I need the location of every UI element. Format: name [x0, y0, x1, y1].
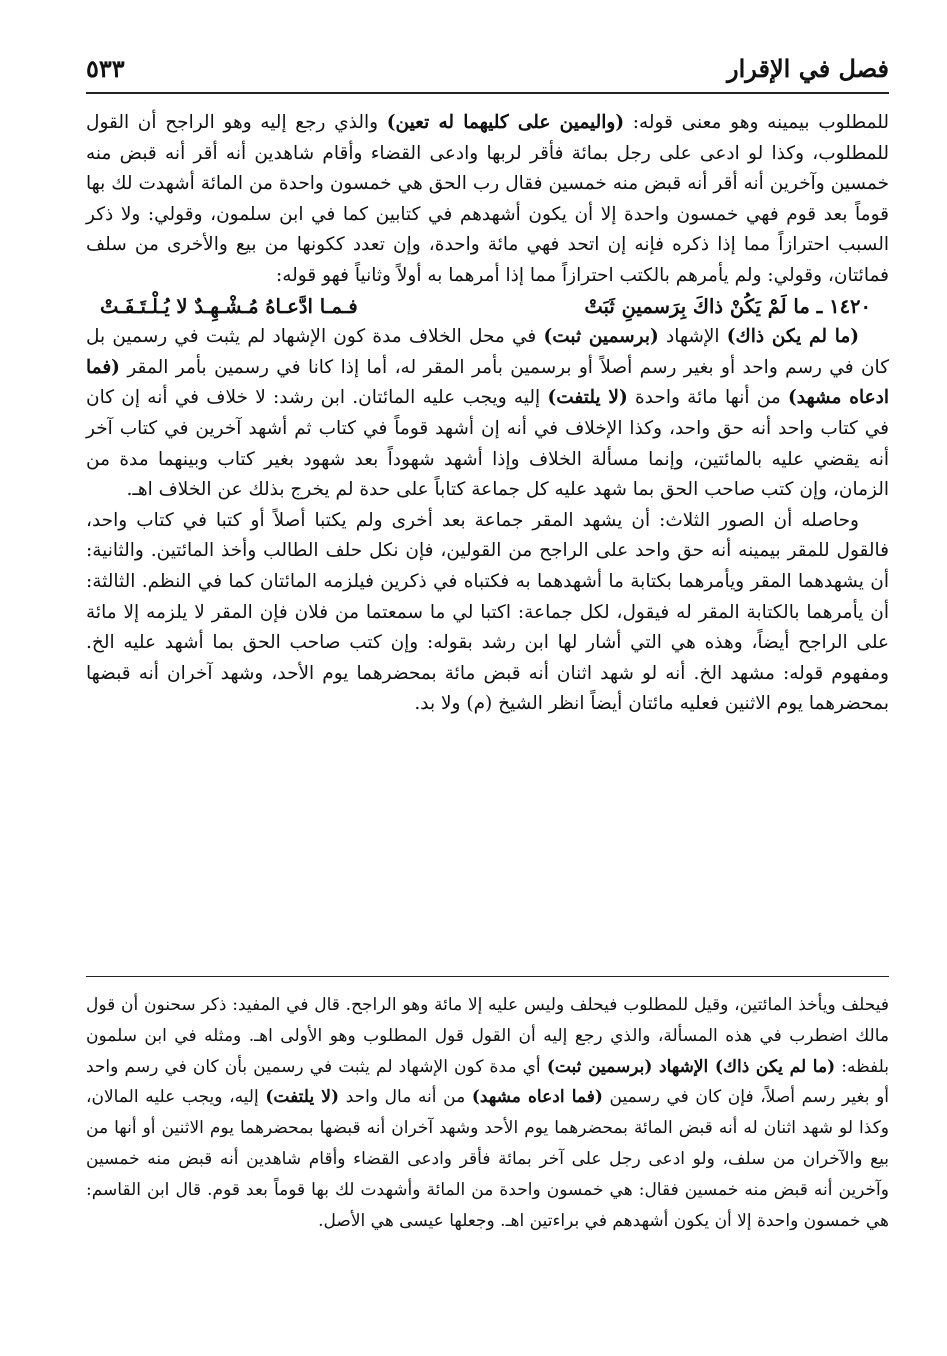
- fn-bold-2: (فما ادعاه مشهد): [471, 1087, 603, 1108]
- paragraph-2: [86, 322, 889, 506]
- footnote-paragraph: [86, 990, 889, 1236]
- fn-bold-1: (ما لم يكن ذاك) الإشهاد (برسمين ثبت): [546, 1056, 836, 1077]
- p1-text-a: للمطلوب بيمينه وهو معنى قوله:: [624, 112, 889, 133]
- p2-text-1: الإشهاد: [658, 326, 727, 348]
- p1-bold-quote: (واليمين على كليهما له تعين): [386, 112, 625, 133]
- header-rule: [86, 92, 889, 94]
- fn-text-2: أي مدة كون الإشهاد لم يثبت في رسمين بأن كان في رسم واحد أو بغير رسم أصلاً، فإن كان في رسمين: [86, 1056, 890, 1108]
- p2-text-3: من أنها مائة واحدة: [627, 387, 789, 409]
- fn-text-1: فيحلف ويأخذ المائتين، وقيل للمطلوب فيحلف وليس عليه إلا مائة وهو الراجح. قال في المفيد: ذكر سحنون أن قول مالك اضطرب في هذه المسألة، والذي رجع إليه أن القول قول المطلوب وهو الأولى اهـ. ومثله في ابن سلمون بلفظه:: [86, 995, 890, 1077]
- fn-text-4: إليه، ويجب عليه المالان، وكذا لو شهد اثنان له أنه قبض المائة بمحضرهما يوم الأحد وشهد آخران أنه قبضها بمحضرهما يوم الاثنين أو أنها من بيع والآخران من سلف، ولو ادعى رجل على آخر بمائة فأقر وادعى القضاء وأقام شاهدين أنه قبض منه خمسين وآخرين أنه قبض منه خمسين فقال: هي خمسون واحدة من المائة وأشهدت لك بها قوماً بعد قوم. قال ابن القاسم: هي خمسون واحدة إلا أن يكون أشهدهم في براءتين اهـ. وجعلها عيسى هي الأصل.: [86, 1087, 889, 1231]
- footnote: [86, 990, 889, 1236]
- page-header: [86, 44, 889, 88]
- p2-bold-2: (برسمين ثبت): [543, 326, 659, 348]
- verse-1420: [86, 292, 889, 323]
- footnote-rule: [86, 976, 889, 977]
- fn-bold-3: (لا يلتفت): [265, 1087, 340, 1108]
- page-number: ٥٣٣: [86, 54, 125, 83]
- p2-text-4: إليه ويجب عليه المائتان. ابن رشد: لا خلاف في أنه إن كان في كتاب واحد أنه حق واحد، وكذا الإخلاف في أنه إن أشهد قوماً في كتاب ثم أشهد آخرين في كتاب آخر أنه يقضي عليه بالمائتين، وإنما مسألة الخلاف وإذا أشهد شهوداً بعد شهود بغير كتاب وبينهما مدة من الزمان، وإن كتب صاحب الحق بما شهد عليه كل جماعة كتاباً على حدة لم يخرج بذلك عن الخلاف اهـ.: [86, 387, 889, 501]
- running-title: فصل في الإقرار: [727, 54, 889, 83]
- p2-text-2: في محل الخلاف مدة كون الإشهاد لم يثبت في رسمين بل كان في رسم واحد أو بغير رسم أصلاً أو برسمين بأمر المقر له، أما إذا كانا في رسمين بأمر المقر: [86, 326, 889, 378]
- paragraph-1: [86, 108, 889, 292]
- p2-bold-4: (لا يلتفت): [547, 387, 628, 409]
- p2-bold-1: (ما لم يكن ذاك): [726, 326, 859, 348]
- p1-text-c: والذي رجع إليه وهو الراجح أن القول للمطلوب، وكذا لو ادعى على رجل بمائة فأقر لربها وادعى القضاء وأقام شاهدين أنه أقر أنه قبض منه خمسين وآخرين أنه أقر أنه قبض منه خمسين فقال رب الحق هي خمسون واحدة من المائة أشهدت لك بها قوماً بعد قوم فهي خمسون واحدة إلا أن يكون أشهدهم في كتابين كما في ابن سلمون، وقولي: ولا ذكر السبب احترازاً مما إذا ذكره فإنه إن اتحد فهي مائة واحدة، وإن تعدد ككونها من بيع والأخرى من سلف فمائتان، وقولي: ولم يأمرهم بالكتب احترازاً مما إذا أمرهما به أولاً وثانياً فهو قوله:: [86, 112, 889, 286]
- verse-hemistich-first: ١٤٢٠ ـ ما لَمْ يَكُنْ ذاكَ بِرَسمينِ ثَبَتْ: [584, 294, 871, 318]
- fn-text-3: من أنه مال واحد: [339, 1087, 472, 1108]
- main-text: [86, 108, 889, 720]
- verse-hemistich-second: فـمـا ادَّعـاهُ مُـشْـهِـدٌ لا يُـلْـتَـفَـتْ: [100, 294, 358, 318]
- paragraph-3: وحاصله أن الصور الثلاث: أن يشهد المقر جماعة بعد أخرى ولم يكتبا أصلاً أو كتبا في كتاب واحد، فالقول للمقر بيمينه أنه حق واحد على الراجح من القولين، فإن نكل حلف الطالب وأخذ المائتين. والثانية: أن يشهدهما المقر ويأمرهما بكتابة ما أشهدهما به فكتباه في ذكرين فيلزمه المائتان كما في النظم. الثالثة: أن يأمرهما بالكتابة المقر له فيقول، لكل جماعة: اكتبا لي ما سمعتما من فلان فإن المقر لا يلزمه إلا مائة على الراجح أيضاً، وهذه هي التي أشار لها ابن رشد بقوله: وإن كتب صاحب الحق بما أشهد عليه الخ. ومفهوم قوله: مشهد الخ. أنه لو شهد اثنان أنه قبض مائة بمحضرهما يوم الأحد، وشهد آخران أنه قبضها بمحضرهما يوم الاثنين فعليه مائتان أيضاً انظر الشيخ (م) ولا بد.: [86, 509, 889, 715]
- p2-bold-3: (فما ادعاه مشهد): [86, 356, 890, 409]
